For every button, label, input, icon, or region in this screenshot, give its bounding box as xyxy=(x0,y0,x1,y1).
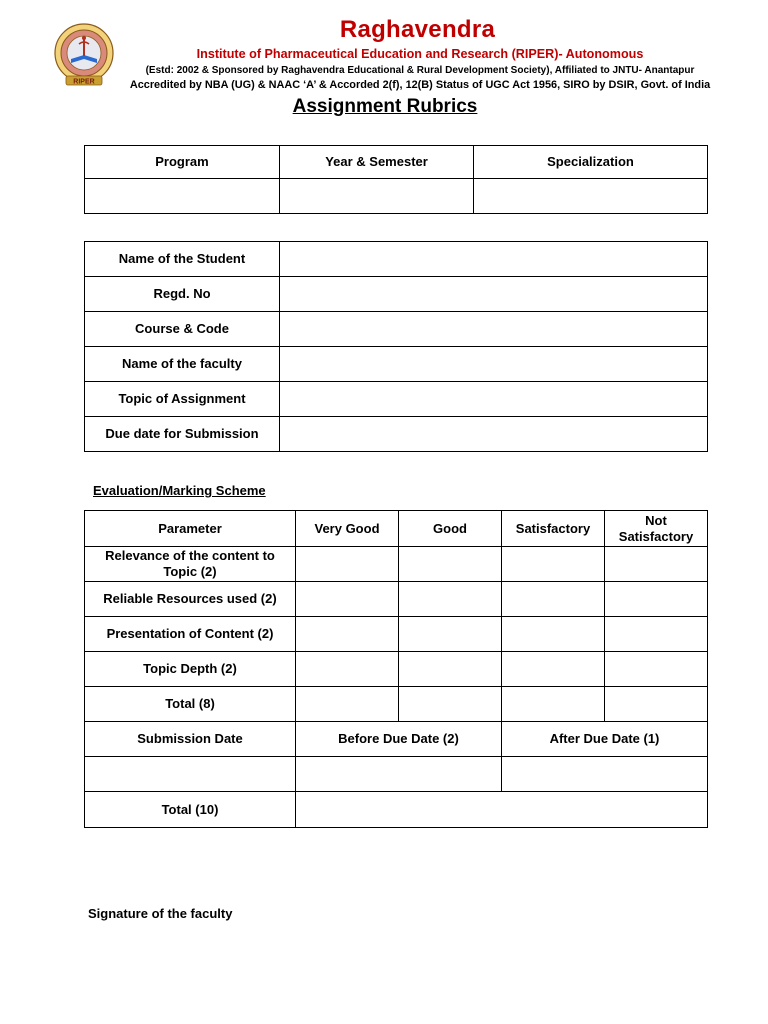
score-cell[interactable] xyxy=(605,617,708,652)
evaluation-rubric-table xyxy=(84,510,708,828)
svg-text:RIPER: RIPER xyxy=(73,78,95,86)
regd-no-field[interactable] xyxy=(280,277,708,312)
faculty-name-label: Name of the faculty xyxy=(85,347,280,382)
score-cell[interactable] xyxy=(502,687,605,722)
score-cell[interactable] xyxy=(605,547,708,582)
evaluation-section-label: Evaluation/Marking Scheme xyxy=(93,483,266,498)
score-cell[interactable] xyxy=(605,652,708,687)
after-due-date-field[interactable] xyxy=(502,757,708,792)
score-cell[interactable] xyxy=(502,617,605,652)
assignment-topic-field[interactable] xyxy=(280,382,708,417)
total-field[interactable] xyxy=(296,792,708,828)
score-cell[interactable] xyxy=(296,652,399,687)
score-cell[interactable] xyxy=(399,617,502,652)
score-cell[interactable] xyxy=(296,582,399,617)
score-cell[interactable] xyxy=(296,687,399,722)
year-semester-header: Year & Semester xyxy=(280,146,474,179)
student-details-table xyxy=(84,241,708,452)
due-date-field[interactable] xyxy=(280,417,708,452)
parameter-header: Parameter xyxy=(85,511,296,547)
program-header: Program xyxy=(85,146,280,179)
faculty-signature-label: Signature of the faculty xyxy=(88,906,233,921)
after-due-date-label: After Due Date (1) xyxy=(502,722,708,757)
parameter-label: Presentation of Content (2) xyxy=(85,617,296,652)
program-field[interactable] xyxy=(85,179,280,214)
score-cell[interactable] xyxy=(399,582,502,617)
institute-name: Raghavendra xyxy=(339,16,496,43)
specialization-field[interactable] xyxy=(474,179,708,214)
institute-subtitle: Institute of Pharmaceutical Education and Research (RIPER)- Autonomous xyxy=(196,47,644,61)
program-table xyxy=(84,145,708,214)
course-code-label: Course & Code xyxy=(85,312,280,347)
very-good-header: Very Good xyxy=(296,511,399,547)
faculty-name-field[interactable] xyxy=(280,347,708,382)
subtotal-label: Total (8) xyxy=(85,687,296,722)
score-cell[interactable] xyxy=(605,687,708,722)
submission-date-field[interactable] xyxy=(85,757,296,792)
score-cell[interactable] xyxy=(399,687,502,722)
institute-logo-icon xyxy=(53,23,115,87)
total-label: Total (10) xyxy=(85,792,296,828)
score-cell[interactable] xyxy=(502,547,605,582)
student-name-field[interactable] xyxy=(280,242,708,277)
score-cell[interactable] xyxy=(296,547,399,582)
page-title: Assignment Rubrics xyxy=(292,96,478,117)
assignment-topic-label: Topic of Assignment xyxy=(85,382,280,417)
regd-no-label: Regd. No xyxy=(85,277,280,312)
score-cell[interactable] xyxy=(399,652,502,687)
accreditation-line: Accredited by NBA (UG) & NAAC ‘A’ & Accorded 2(f), 12(B) Status of UGC Act 1956, SIRO by DSIR, Govt. of India xyxy=(129,79,711,91)
establishment-line: (Estd: 2002 & Sponsored by Raghavendra Educational & Rural Development Society), Affiliated to JNTU- Anantapur xyxy=(145,65,695,76)
specialization-header: Specialization xyxy=(474,146,708,179)
before-due-date-label: Before Due Date (2) xyxy=(296,722,502,757)
submission-date-label: Submission Date xyxy=(85,722,296,757)
before-due-date-field[interactable] xyxy=(296,757,502,792)
not-satisfactory-header: Not Satisfactory xyxy=(605,511,708,547)
parameter-label: Topic Depth (2) xyxy=(85,652,296,687)
score-cell[interactable] xyxy=(502,652,605,687)
due-date-label: Due date for Submission xyxy=(85,417,280,452)
parameter-label: Relevance of the content to Topic (2) xyxy=(85,547,296,582)
satisfactory-header: Satisfactory xyxy=(502,511,605,547)
course-code-field[interactable] xyxy=(280,312,708,347)
good-header: Good xyxy=(399,511,502,547)
score-cell[interactable] xyxy=(399,547,502,582)
parameter-label: Reliable Resources used (2) xyxy=(85,582,296,617)
score-cell[interactable] xyxy=(296,617,399,652)
student-name-label: Name of the Student xyxy=(85,242,280,277)
year-semester-field[interactable] xyxy=(280,179,474,214)
score-cell[interactable] xyxy=(605,582,708,617)
score-cell[interactable] xyxy=(502,582,605,617)
